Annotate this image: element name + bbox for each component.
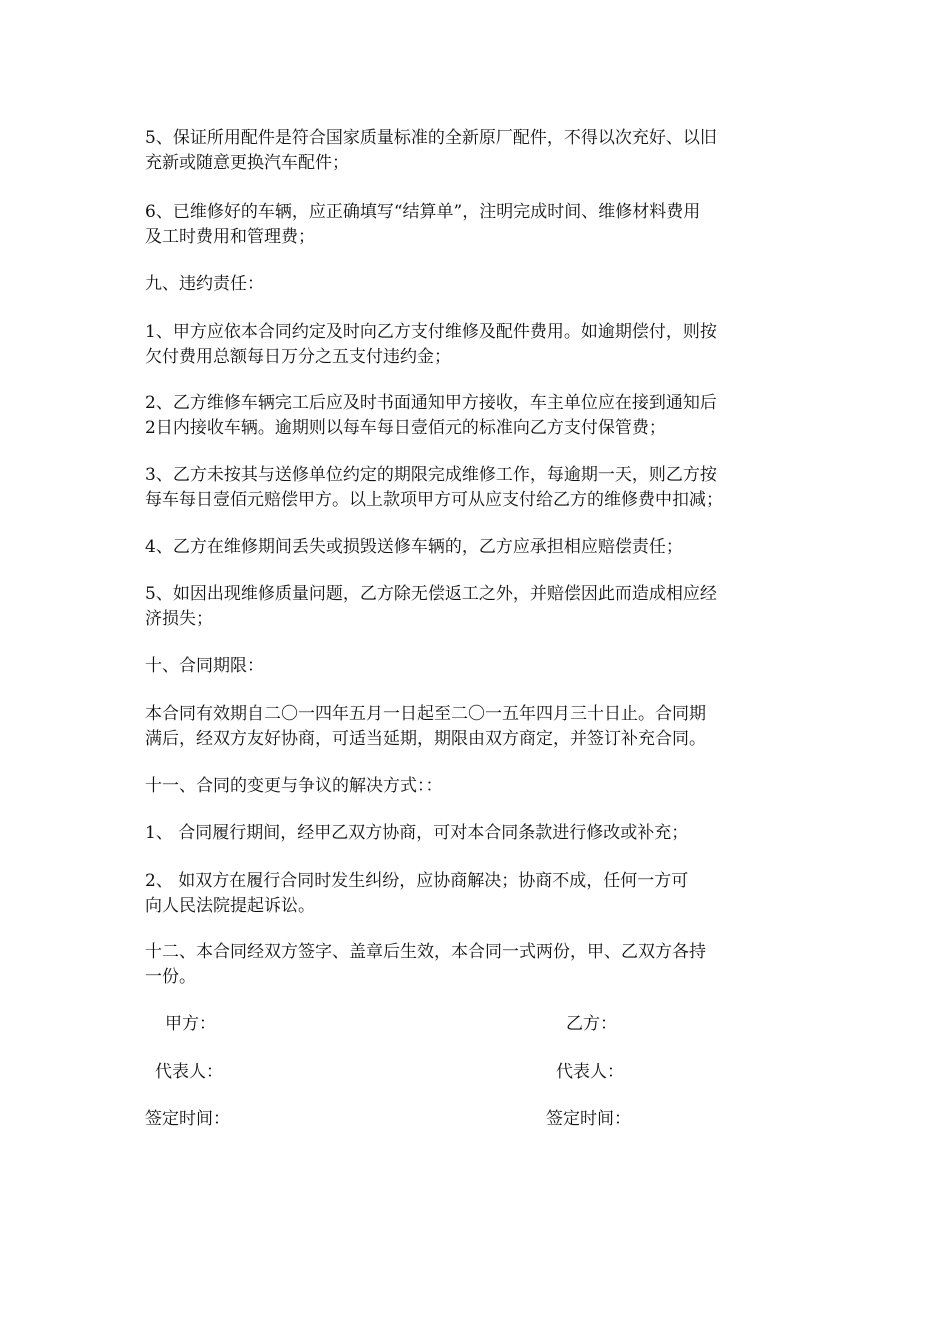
breach-3-line-1: 3、乙方未按其与送修单位约定的期限完成维修工作，每逾期一天，则乙方按 (145, 465, 717, 485)
signing-date-a-label: 签定时间： (145, 1109, 230, 1129)
dispute-2-line-2: 向人民法院提起诉讼。 (145, 896, 315, 916)
clause-6-line-2: 及工时费用和管理费； (145, 227, 315, 247)
breach-1-line-2: 欠付费用总额每日万分之五支付违约金； (145, 347, 451, 367)
signing-date-b-label: 签定时间： (546, 1109, 631, 1129)
section-11-heading: 十一、合同的变更与争议的解决方式：： (145, 776, 443, 796)
section-12-line-1: 十二、本合同经双方签字、盖章后生效，本合同一式两份，甲、乙双方各持 (145, 942, 706, 962)
breach-2-line-2: 2日内接收车辆。逾期则以每车每日壹佰元的标准向乙方支付保管费； (145, 418, 666, 438)
dispute-2-line-1: 2、 如双方在履行合同时发生纠纷，应协商解决；协商不成，任何一方可 (145, 871, 689, 891)
party-a-label: 甲方： (165, 1014, 216, 1034)
breach-5-line-2: 济损失； (145, 609, 213, 629)
section-12-line-2: 一份。 (145, 967, 196, 987)
clause-5-line-1: 5、保证所用配件是符合国家质量标准的全新原厂配件，不得以次充好、以旧 (145, 128, 717, 148)
term-line-2: 满后，经双方友好协商，可适当延期，期限由双方商定，并签订补充合同。 (145, 729, 706, 749)
breach-3-line-2: 每车每日壹佰元赔偿甲方。以上款项甲方可从应支付给乙方的维修费中扣减； (145, 490, 723, 510)
breach-1-line-1: 1、甲方应依本合同约定及时向乙方支付维修及配件费用。如逾期偿付，则按 (145, 322, 717, 342)
breach-4-line-1: 4、乙方在维修期间丢失或损毁送修车辆的，乙方应承担相应赔偿责任； (145, 537, 683, 557)
clause-5-line-2: 充新或随意更换汽车配件； (145, 153, 349, 173)
term-line-1: 本合同有效期自二〇一四年五月一日起至二〇一五年四月三十日止。合同期 (145, 704, 706, 724)
breach-2-line-1: 2、乙方维修车辆完工后应及时书面通知甲方接收，车主单位应在接到通知后 (145, 393, 717, 413)
party-b-label: 乙方： (566, 1014, 617, 1034)
section-10-heading: 十、合同期限： (145, 656, 264, 676)
representative-a-label: 代表人： (155, 1062, 223, 1082)
breach-5-line-1: 5、如因出现维修质量问题，乙方除无偿返工之外，并赔偿因此而造成相应经 (145, 584, 717, 604)
dispute-1-line-1: 1、 合同履行期间，经甲乙双方协商，可对本合同条款进行修改或补充； (145, 823, 689, 843)
section-9-heading: 九、违约责任： (145, 274, 264, 294)
representative-b-label: 代表人： (556, 1062, 624, 1082)
clause-6-line-1: 6、已维修好的车辆，应正确填写“结算单”，注明完成时间、维修材料费用 (145, 202, 701, 222)
